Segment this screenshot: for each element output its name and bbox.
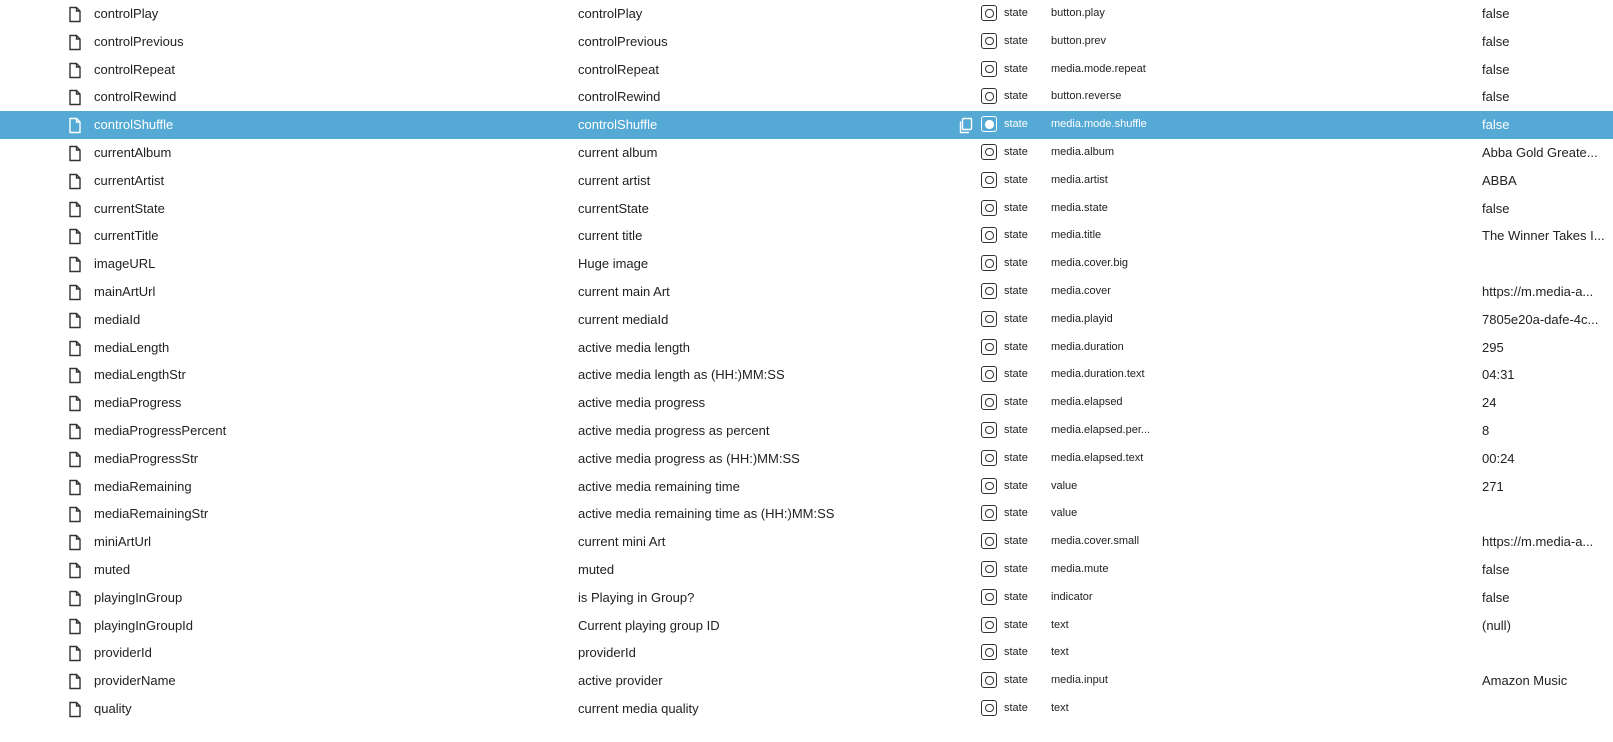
state-button-icon[interactable] <box>981 445 999 473</box>
object-id: providerId <box>94 645 152 661</box>
file-icon <box>66 139 86 167</box>
object-role: value <box>1051 507 1078 520</box>
table-row[interactable] <box>0 195 1613 223</box>
object-name: active media length <box>578 339 691 355</box>
object-value[interactable]: false <box>1482 33 1510 49</box>
state-button-icon[interactable] <box>981 639 999 667</box>
object-type: state <box>1004 562 1028 575</box>
object-role: media.state <box>1051 201 1108 214</box>
object-value[interactable]: (null) <box>1482 617 1511 633</box>
object-id: mediaLength <box>94 339 170 355</box>
state-button-icon[interactable] <box>981 528 999 556</box>
table-row[interactable] <box>0 0 1613 28</box>
table-row[interactable] <box>0 167 1613 195</box>
state-button-icon[interactable] <box>981 612 999 640</box>
object-role: media.cover <box>1051 284 1111 297</box>
object-name: providerId <box>578 645 636 661</box>
table-row[interactable] <box>0 612 1613 640</box>
object-name: controlPrevious <box>578 33 668 49</box>
file-icon <box>66 56 86 84</box>
object-type: state <box>1004 701 1028 714</box>
table-row[interactable] <box>0 528 1613 556</box>
object-type: state <box>1004 312 1028 325</box>
file-icon <box>66 306 86 334</box>
state-button-icon[interactable] <box>981 56 999 84</box>
object-type: state <box>1004 229 1028 242</box>
file-icon <box>66 417 86 445</box>
file-icon <box>66 0 86 28</box>
table-row[interactable] <box>0 306 1613 334</box>
object-role: media.artist <box>1051 173 1108 186</box>
object-role: media.cover.small <box>1051 535 1140 548</box>
file-icon <box>66 334 86 362</box>
object-value[interactable]: 04:31 <box>1482 367 1515 383</box>
object-id: muted <box>94 561 131 577</box>
object-role: media.elapsed <box>1051 396 1123 409</box>
file-icon <box>66 639 86 667</box>
table-row[interactable] <box>0 139 1613 167</box>
object-type: state <box>1004 62 1028 75</box>
object-value[interactable]: Abba Gold Greate... <box>1482 144 1598 160</box>
object-id: currentAlbum <box>94 144 172 160</box>
object-id: playingInGroup <box>94 589 183 605</box>
object-type: state <box>1004 284 1028 297</box>
object-name: Current playing group ID <box>578 617 720 633</box>
object-name: controlRewind <box>578 89 661 105</box>
object-type: state <box>1004 7 1028 19</box>
file-icon <box>66 389 86 417</box>
file-icon <box>66 612 86 640</box>
state-button-icon[interactable] <box>981 111 999 139</box>
state-button-icon[interactable] <box>981 556 999 584</box>
state-button-icon[interactable] <box>981 278 999 306</box>
table-row[interactable] <box>0 28 1613 56</box>
object-role: text <box>1051 701 1069 714</box>
object-type: state <box>1004 257 1028 270</box>
table-row[interactable] <box>0 500 1613 528</box>
state-button-icon[interactable] <box>981 250 999 278</box>
state-button-icon[interactable] <box>981 584 999 612</box>
file-icon <box>66 695 86 723</box>
object-value[interactable]: false <box>1482 89 1510 105</box>
table-row[interactable] <box>0 389 1613 417</box>
object-type: state <box>1004 646 1028 659</box>
table-row[interactable] <box>0 111 1613 139</box>
object-name: active media remaining time <box>578 478 740 494</box>
file-icon <box>66 584 86 612</box>
object-id: currentTitle <box>94 228 159 244</box>
object-value[interactable]: false <box>1482 6 1510 21</box>
object-id: currentArtist <box>94 172 165 188</box>
copy-icon[interactable] <box>957 111 975 139</box>
object-value[interactable]: false <box>1482 200 1510 216</box>
state-button-icon[interactable] <box>981 306 999 334</box>
object-role: media.album <box>1051 145 1114 158</box>
object-id: mediaProgressPercent <box>94 422 227 438</box>
file-icon <box>66 250 86 278</box>
file-icon <box>66 361 86 389</box>
object-type: state <box>1004 507 1028 520</box>
state-button-icon[interactable] <box>981 0 999 28</box>
object-role: media.duration.text <box>1051 368 1145 381</box>
object-role: value <box>1051 479 1078 492</box>
object-name: active media progress <box>578 395 706 411</box>
object-name: active media length as (HH:)MM:SS <box>578 367 785 383</box>
state-button-icon[interactable] <box>981 167 999 195</box>
object-role: media.duration <box>1051 340 1124 353</box>
object-role: media.elapsed.per... <box>1051 423 1151 436</box>
table-row[interactable] <box>0 667 1613 695</box>
object-value[interactable]: https://m.media-a... <box>1482 283 1594 299</box>
object-id: currentState <box>94 200 165 216</box>
object-id: controlRewind <box>94 89 177 105</box>
object-value[interactable]: The Winner Takes I... <box>1482 228 1605 244</box>
object-type: state <box>1004 340 1028 353</box>
table-row[interactable] <box>0 695 1613 723</box>
table-row[interactable] <box>0 56 1613 84</box>
state-button-icon[interactable] <box>981 28 999 56</box>
object-id: miniArtUrl <box>94 534 152 550</box>
file-icon <box>66 528 86 556</box>
object-name: controlRepeat <box>578 61 659 77</box>
object-name: active provider <box>578 673 663 689</box>
object-type: state <box>1004 368 1028 381</box>
object-role: media.cover.big <box>1051 257 1129 270</box>
table-row[interactable] <box>0 250 1613 278</box>
object-type: state <box>1004 535 1028 548</box>
object-role: text <box>1051 646 1069 659</box>
object-id: controlPlay <box>94 6 159 21</box>
object-value[interactable]: 24 <box>1482 395 1497 411</box>
file-icon <box>66 222 86 250</box>
object-type: state <box>1004 145 1028 158</box>
object-role: media.mode.repeat <box>1051 62 1146 75</box>
object-role: text <box>1051 618 1069 631</box>
object-value[interactable]: 271 <box>1482 478 1504 494</box>
object-id: imageURL <box>94 256 156 272</box>
object-name: current mediaId <box>578 311 669 327</box>
object-id: providerName <box>94 673 176 689</box>
object-type: state <box>1004 590 1028 603</box>
table-row[interactable] <box>0 361 1613 389</box>
object-role: button.prev <box>1051 34 1107 47</box>
object-role: media.title <box>1051 229 1102 242</box>
file-icon <box>66 83 86 111</box>
state-button-icon[interactable] <box>981 473 999 501</box>
state-button-icon[interactable] <box>981 334 999 362</box>
object-name: current album <box>578 144 658 160</box>
file-icon <box>66 667 86 695</box>
object-name: current title <box>578 228 643 244</box>
state-button-icon[interactable] <box>981 222 999 250</box>
state-button-icon[interactable] <box>981 667 999 695</box>
object-value[interactable]: 295 <box>1482 339 1504 355</box>
object-value[interactable]: Amazon Music <box>1482 673 1568 689</box>
file-icon <box>66 473 86 501</box>
file-icon <box>66 111 86 139</box>
file-icon <box>66 167 86 195</box>
object-id: mediaLengthStr <box>94 367 186 383</box>
file-icon <box>66 195 86 223</box>
object-type: state <box>1004 118 1028 131</box>
object-value[interactable]: false <box>1482 589 1510 605</box>
object-name: active media progress as (HH:)MM:SS <box>578 450 800 466</box>
object-id: mediaProgressStr <box>94 450 199 466</box>
object-value[interactable]: false <box>1482 61 1510 77</box>
object-id: controlPrevious <box>94 33 184 49</box>
object-type: state <box>1004 34 1028 47</box>
file-icon <box>66 556 86 584</box>
object-id: mediaRemainingStr <box>94 506 209 522</box>
object-type: state <box>1004 423 1028 436</box>
object-value[interactable]: 7805e20a-dafe-4c... <box>1482 311 1599 327</box>
object-value[interactable]: false <box>1482 561 1510 577</box>
object-type: state <box>1004 451 1028 464</box>
object-name: current mini Art <box>578 534 666 550</box>
object-id: mediaRemaining <box>94 478 192 494</box>
table-row[interactable] <box>0 473 1613 501</box>
state-button-icon[interactable] <box>981 361 999 389</box>
object-name: is Playing in Group? <box>578 589 695 605</box>
file-icon <box>66 28 86 56</box>
object-value[interactable]: https://m.media-a... <box>1482 534 1594 550</box>
object-role: indicator <box>1051 590 1093 603</box>
object-id: mediaProgress <box>94 395 182 411</box>
object-value[interactable]: ABBA <box>1482 172 1517 188</box>
table-row[interactable] <box>0 83 1613 111</box>
table-row[interactable] <box>0 222 1613 250</box>
object-value[interactable]: 8 <box>1482 422 1490 438</box>
object-name: currentState <box>578 200 649 216</box>
object-name: controlShuffle <box>578 117 658 133</box>
object-role: media.mute <box>1051 562 1109 575</box>
object-role: media.mode.shuffle <box>1051 118 1147 131</box>
table-row[interactable] <box>0 556 1613 584</box>
object-role: button.play <box>1051 7 1105 19</box>
object-id: quality <box>94 700 132 716</box>
table-row[interactable] <box>0 334 1613 362</box>
object-name: muted <box>578 561 615 577</box>
object-id: controlRepeat <box>94 61 175 77</box>
state-button-icon[interactable] <box>981 195 999 223</box>
state-button-icon[interactable] <box>981 500 999 528</box>
object-name: Huge image <box>578 256 649 272</box>
object-type: state <box>1004 618 1028 631</box>
table-row[interactable] <box>0 278 1613 306</box>
state-button-icon[interactable] <box>981 389 999 417</box>
file-icon <box>66 445 86 473</box>
object-type: state <box>1004 674 1028 687</box>
file-icon <box>66 278 86 306</box>
object-id: mediaId <box>94 311 141 327</box>
file-icon <box>66 500 86 528</box>
object-name: current artist <box>578 172 651 188</box>
table-row[interactable] <box>0 445 1613 473</box>
object-id: controlShuffle <box>94 117 174 133</box>
state-button-icon[interactable] <box>981 83 999 111</box>
object-id: mainArtUrl <box>94 283 156 299</box>
state-button-icon[interactable] <box>981 695 999 723</box>
object-type: state <box>1004 173 1028 186</box>
object-role: media.elapsed.text <box>1051 451 1144 464</box>
object-type: state <box>1004 479 1028 492</box>
table-row[interactable] <box>0 417 1613 445</box>
object-type: state <box>1004 396 1028 409</box>
object-type: state <box>1004 201 1028 214</box>
table-row[interactable] <box>0 584 1613 612</box>
object-value[interactable]: false <box>1482 117 1510 133</box>
object-name: active media remaining time as (HH:)MM:SS <box>578 506 835 522</box>
object-role: media.input <box>1051 674 1108 687</box>
state-button-icon[interactable] <box>981 417 999 445</box>
table-row[interactable] <box>0 639 1613 667</box>
object-value[interactable]: 00:24 <box>1482 450 1515 466</box>
object-type: state <box>1004 90 1028 103</box>
object-id: playingInGroupId <box>94 617 194 633</box>
object-name: current main Art <box>578 283 670 299</box>
object-name: active media progress as percent <box>578 422 770 438</box>
state-button-icon[interactable] <box>981 139 999 167</box>
object-role: button.reverse <box>1051 90 1122 103</box>
object-role: media.playid <box>1051 312 1113 325</box>
object-name: current media quality <box>578 700 699 716</box>
object-name: controlPlay <box>578 6 643 21</box>
